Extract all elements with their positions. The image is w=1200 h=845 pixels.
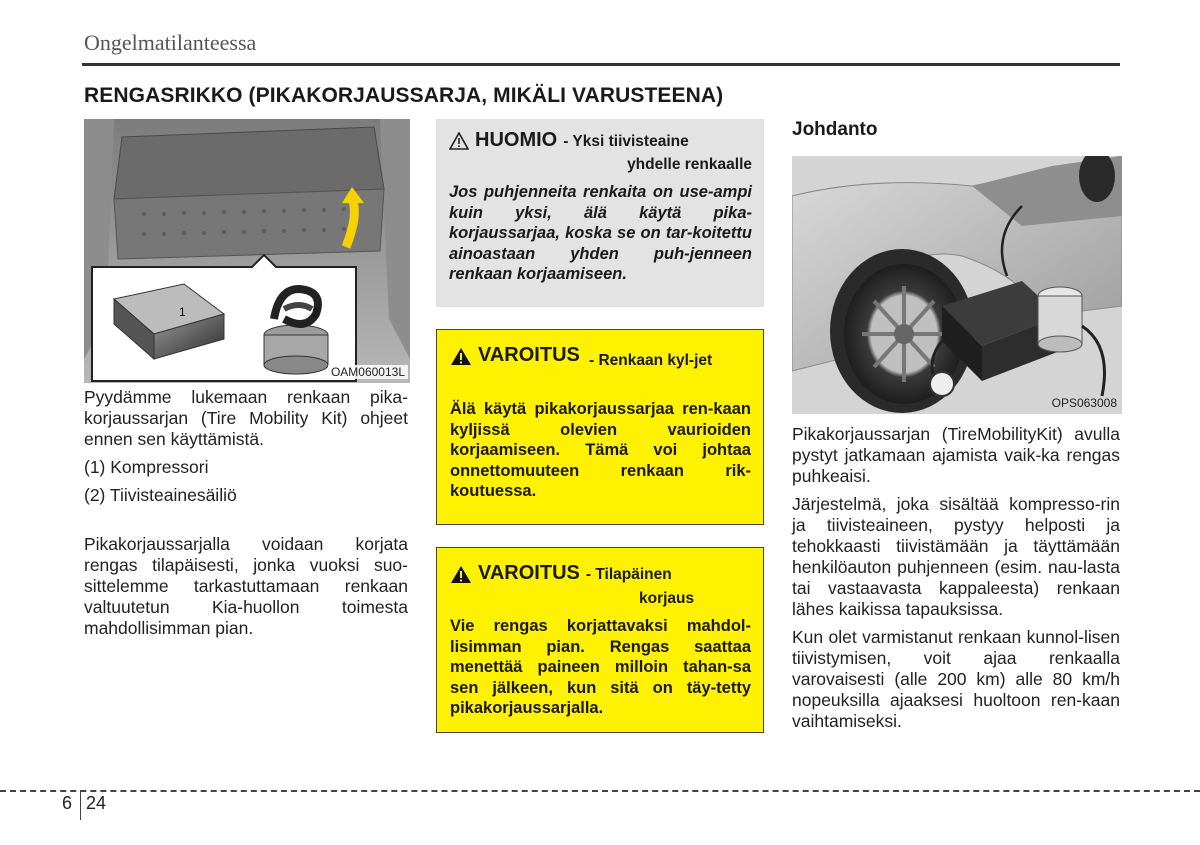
figure-caption: OAM060013L bbox=[328, 365, 408, 379]
warning-box-temporary bbox=[436, 547, 764, 733]
right-text bbox=[792, 424, 1120, 732]
warning2-body: Vie rengas korjattavaksi mahdol-lisimman pian. Rengas saattaa menettää paineen milloin tahan-sa sen jälkeen, kun sitä on täy-tetty pikakorjaussarjalla. bbox=[450, 617, 751, 717]
warning1-body: Älä käytä pikakorjaussarjaa ren-kaan kyljissä olevien vaurioiden korjaamiseen. Tämä voi johtaa onnettomuuteen renkaan rik-koutuessa. bbox=[450, 400, 751, 500]
repair-paragraph: Pikakorjaussarjalla voidaan korjata rengas tilapäisesti, jonka vuoksi suo-sittelemme tarkastuttamaan renkaan valtuutetun Kia-huollon toimesta mahdollisimman pian. bbox=[84, 534, 408, 638]
section-header: Ongelmatilanteessa bbox=[84, 30, 257, 55]
left-intro bbox=[84, 387, 408, 639]
trunk-kit-figure bbox=[84, 119, 410, 383]
figure-label-1: 1 bbox=[179, 305, 186, 319]
warning2-subtitle: - Tilapäinen bbox=[585, 566, 672, 583]
intro-paragraph: Pyydämme lukemaan renkaan pika-korjaussarjan (Tire Mobility Kit) ohjeet ennen sen käyttämistä. bbox=[84, 387, 408, 449]
car-tire-figure bbox=[792, 156, 1122, 414]
list-item-sealant: (2) Tiivisteainesäiliö bbox=[84, 485, 237, 505]
trunk-illustration bbox=[84, 119, 410, 383]
warning-triangle-icon bbox=[450, 565, 472, 589]
header-rule bbox=[82, 63, 1120, 66]
chapter-number: 6 bbox=[62, 793, 73, 813]
page-number-divider bbox=[80, 790, 81, 820]
caution-subtitle: - Yksi tiivisteaine bbox=[563, 133, 689, 150]
car-tire-illustration bbox=[792, 156, 1122, 414]
page-title: RENGASRIKKO (PIKAKORJAUSSARJA, MIKÄLI VARUSTEENA) bbox=[84, 84, 724, 107]
caution-box bbox=[436, 119, 764, 307]
section-heading: Johdanto bbox=[792, 119, 878, 140]
intro-paragraph: Pikakorjaussarjan (TireMobilityKit) avulla pystyt jatkamaan ajamista vaik-ka rengas puhkeaisi. bbox=[792, 424, 1120, 486]
figure-caption: OPS063008 bbox=[1051, 396, 1117, 410]
warning2-title: VAROITUS bbox=[478, 562, 580, 584]
caution-body: Jos puhjenneita renkaita on use-ampi kuin yksi, älä käytä pika-korjaussarjaa, koska se on tar-koitettu ainoastaan yhden puh-jenneen renkaan korjaamiseen. bbox=[449, 183, 752, 283]
warning-box-sidewall bbox=[436, 329, 764, 525]
caution-title: HUOMIO bbox=[475, 129, 558, 151]
figure-label-2: 2 bbox=[312, 306, 319, 320]
warning1-subtitle: - Renkaan kyl-jet bbox=[589, 352, 713, 369]
list-item-compressor: (1) Kompressori bbox=[84, 457, 209, 477]
page-number: 24 bbox=[86, 793, 107, 813]
system-paragraph: Järjestelmä, joka sisältää kompresso-rin ja tiivisteaineen, pystyy helposti ja tehokkaasti tiivistämään ja täyttämään henkilöauton puhjenneen (esim. nau-lasta tai vastaavasta kappaleesta) renkaan lähes kaikissa tapauksissa. bbox=[792, 494, 1120, 619]
driving-paragraph: Kun olet varmistanut renkaan kunnol-lisen tiivistymisen, voit ajaa renkaalla varovaisesti (alle 200 km) alle 80 km/h nopeuksilla ajaaksesi huoltoon ren-kaan vaihtamiseksi. bbox=[792, 627, 1120, 731]
warning1-title: VAROITUS bbox=[478, 344, 580, 366]
warning-triangle-icon bbox=[450, 347, 472, 371]
footer-rule bbox=[0, 790, 1200, 792]
caution-triangle-icon bbox=[449, 132, 469, 155]
caution-subtitle-2: yhdelle renkaalle bbox=[627, 156, 752, 173]
warning2-subtitle-2: korjaus bbox=[639, 590, 695, 607]
